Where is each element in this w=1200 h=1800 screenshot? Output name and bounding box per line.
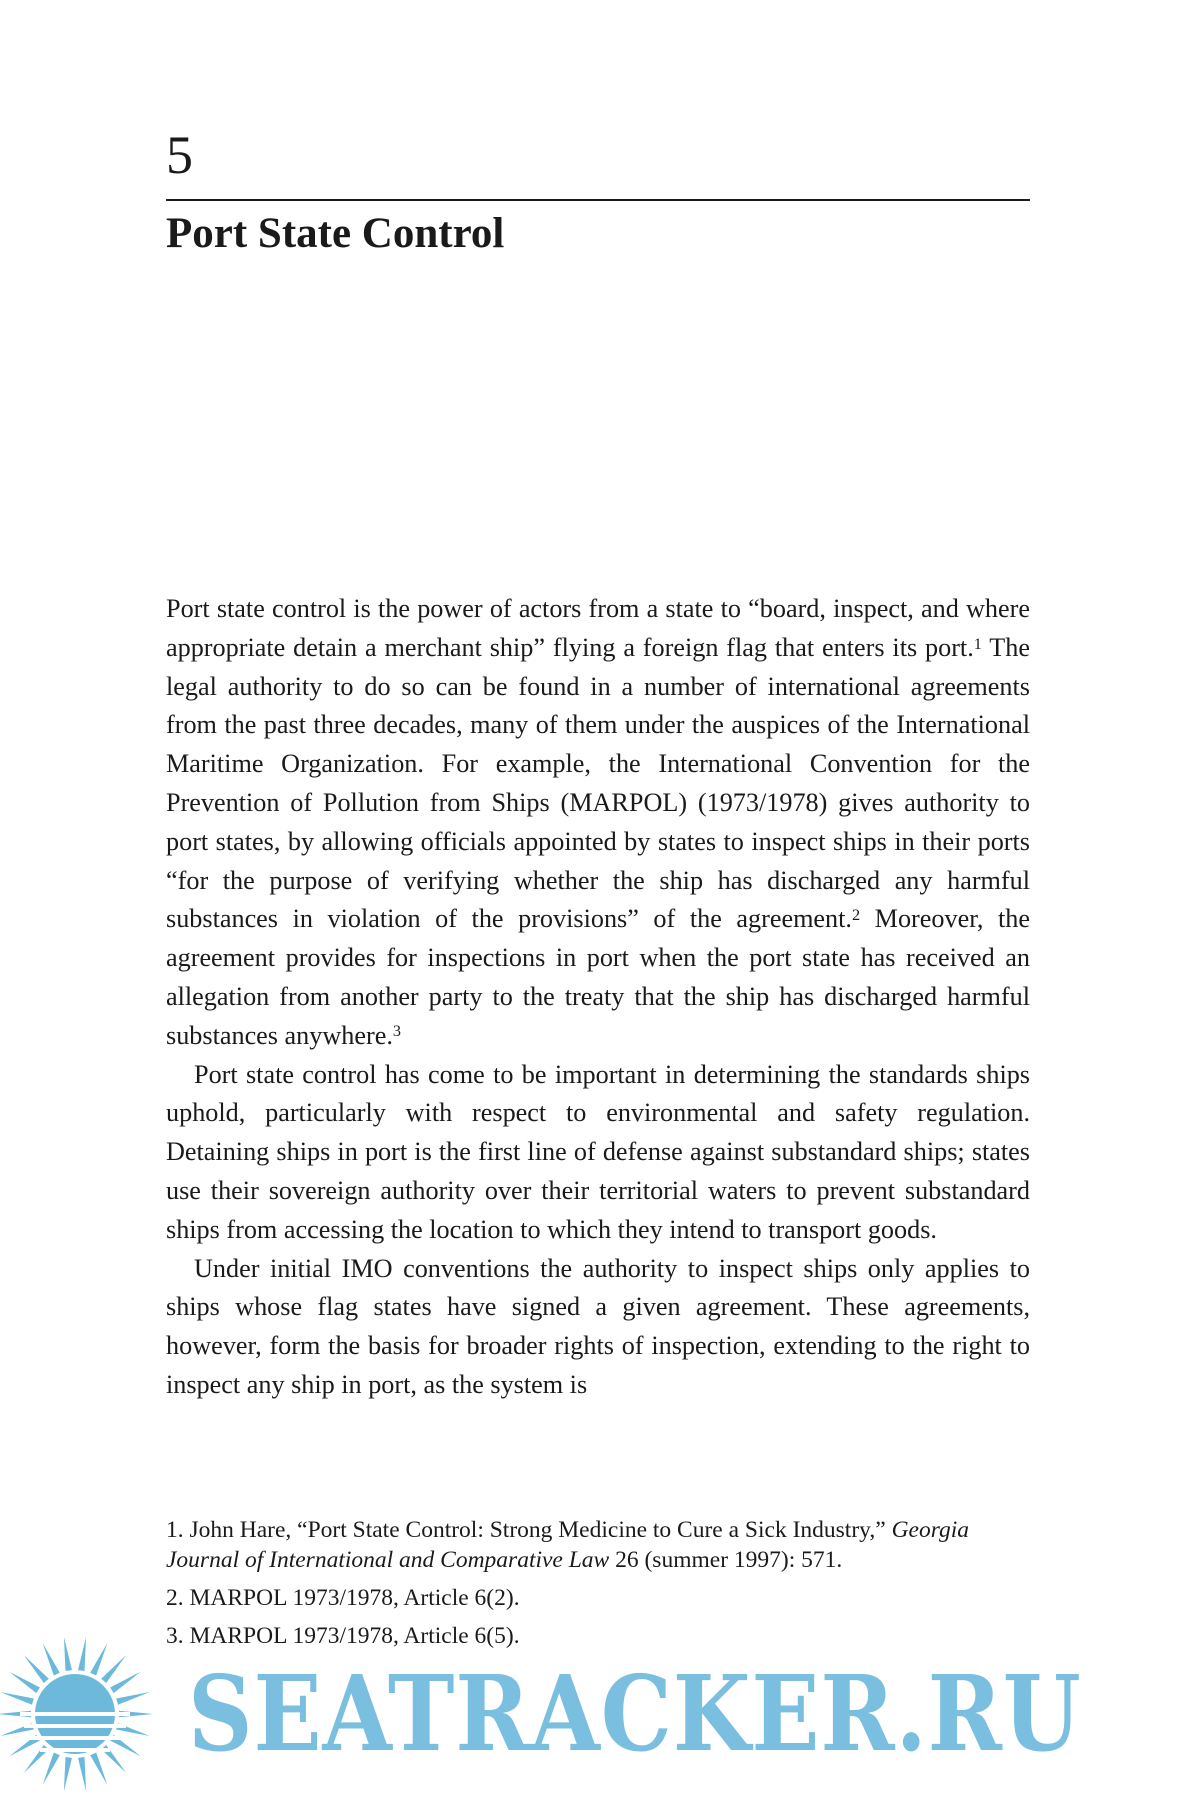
sunburst-ray xyxy=(116,1692,150,1705)
chapter-title: Port State Control xyxy=(166,210,505,257)
sunburst-ray xyxy=(9,1672,40,1693)
footnote-ref-2: 2 xyxy=(851,906,861,925)
paragraph-1 xyxy=(166,590,1030,1056)
watermark xyxy=(0,1622,1200,1800)
sunburst-ray xyxy=(43,1753,60,1786)
sunburst-ray xyxy=(90,1643,107,1676)
sunburst-logo-icon xyxy=(0,1622,200,1800)
footnote-1-journal: Georgia Journal of International and Comparative Law xyxy=(166,1517,970,1573)
sunburst-ray xyxy=(64,1637,72,1671)
sunburst-ray xyxy=(78,1637,86,1671)
sunburst-ray xyxy=(110,1672,141,1693)
footnote-2: 2. MARPOL 1973/1978, Article 6(2). xyxy=(166,1585,520,1611)
paragraph-1-text-a: Port state control is the power of actors from a state to “board, inspect, and where appropriate detain a merchant ship” flying a foreign flag that enters its port. xyxy=(166,594,1030,662)
footnote-ref-1: 1 xyxy=(973,634,982,653)
sunburst-ray xyxy=(101,1655,126,1683)
footnote-ref-3: 3 xyxy=(392,1022,402,1041)
footnote-1-text-b: 26 (summer 1997): 571. xyxy=(609,1547,843,1573)
sunburst-ray xyxy=(24,1655,49,1683)
chapter-divider xyxy=(166,199,1030,201)
sunburst-ray xyxy=(78,1757,86,1791)
paragraph-1-text-c: Moreover, the agreement provides for inspections in port when the port state has received an allegation from another party to the treaty that the ship has discharged harmful substances anywhere. xyxy=(166,904,1030,1050)
sunburst-ray xyxy=(43,1643,60,1676)
paragraph-1-text-b: The legal authority to do so can be found in a number of international agreements from the past three decades, many of them under the auspices of the International Maritime Organization. For example, the International Convention for the Prevention of Pollution from Ships (MARPOL) (1973/1978) gives authority to port states, by allowing officials appointed by states to inspect ships in their ports “for the purpose of verifying whether the ship has discharged any harmful substances in violation of the provisions” of the agreement. xyxy=(166,632,1030,934)
paragraph-3: Under initial IMO conventions the authority to inspect ships only applies to ships whose flag states have signed a given agreement. These agreements, however, form the basis for broader rights of inspection, extending to the right to inspect any ship in port, as the system is xyxy=(166,1253,1030,1399)
footnote-1 xyxy=(166,1515,1030,1575)
body-text xyxy=(166,590,1030,1405)
footnote-3: 3. MARPOL 1973/1978, Article 6(5). xyxy=(166,1623,520,1649)
chapter-number: 5 xyxy=(166,125,193,185)
paragraph-2: Port state control has come to be important in determining the standards ships uphold, particularly with respect to environmental and safety regulation. Detaining ships in port is the first line of defense against substandard ships; states use their sovereign authority over their territorial waters to prevent substandard ships from accessing the location to which they intend to transport goods. xyxy=(166,1059,1030,1244)
watermark-text: SEATRACKER.RU xyxy=(188,1652,1082,1775)
sunburst-ray xyxy=(64,1757,72,1791)
footnote-1-text-a: 1. John Hare, “Port State Control: Strong Medicine to Cure a Sick Industry,” xyxy=(166,1517,892,1543)
sunburst-ray xyxy=(90,1753,107,1786)
sunburst-ray xyxy=(0,1692,34,1705)
